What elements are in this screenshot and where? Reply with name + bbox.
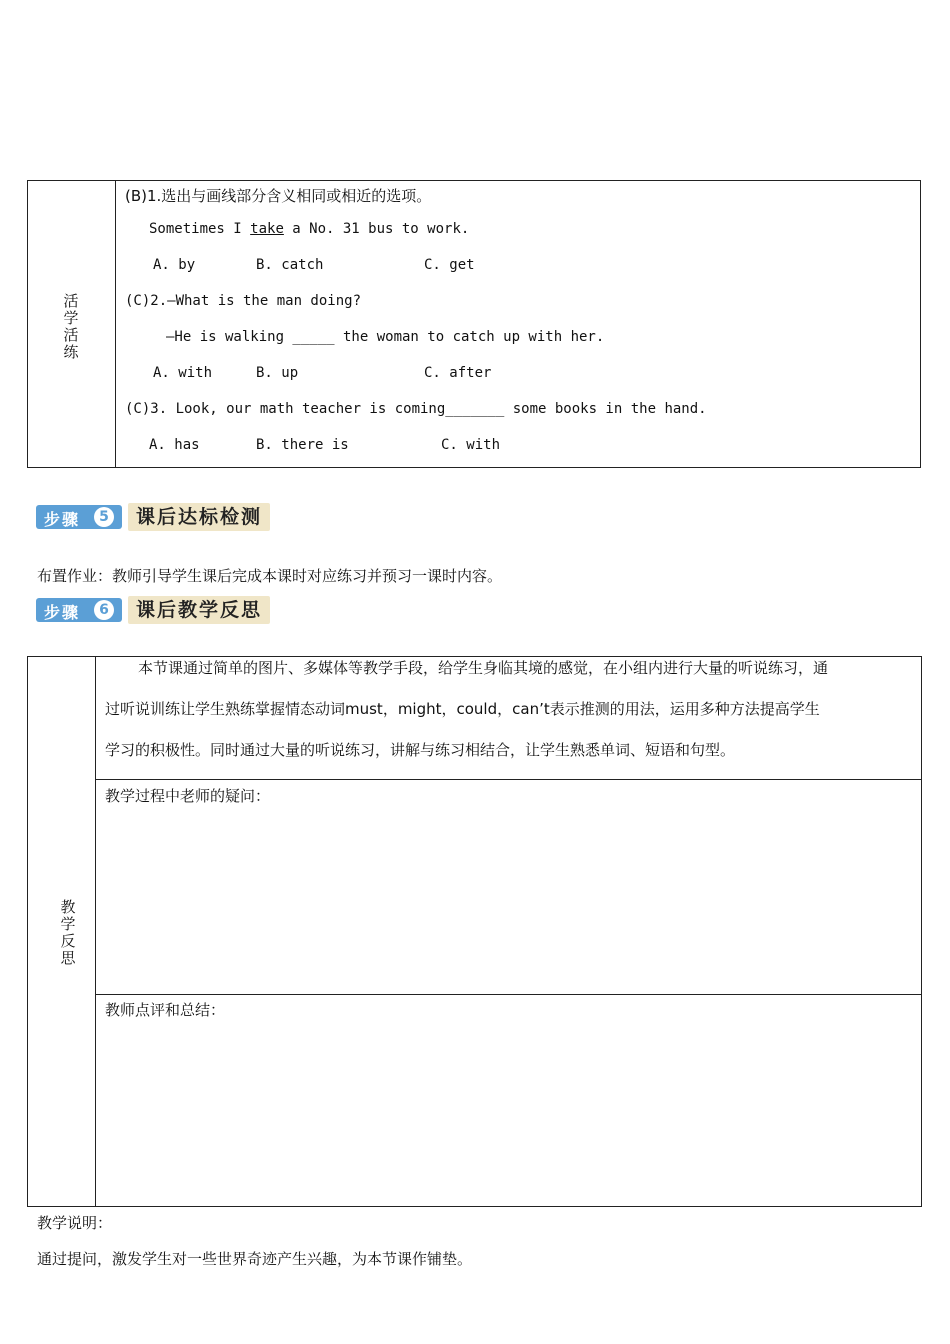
q2-option-b: B. up [256,365,299,381]
step5-label: 步骤 [44,510,81,529]
summary-line-1: 本节课通过简单的图片、多媒体等教学手段，给学生身临其境的感觉，在小组内进行大量的听说练习，通 [138,659,829,677]
step6-title: 课后教学反思 [128,596,270,624]
practice-table [27,180,921,468]
table-divider [115,181,116,467]
q1-option-c: C. get [424,257,475,273]
reflection-table [27,656,922,1207]
teacher-questions-label: 教学过程中老师的疑问： [105,787,271,805]
q2-option-a: A. with [153,365,213,381]
q2-option-c: C. after [424,365,492,381]
step5-number: 5 [94,507,114,527]
q2-reply: —He is walking _____ the woman to catch up with her. [166,329,605,345]
notes-text: 通过提问，激发学生对一些世界奇迹产生兴趣，为本节课作铺垫。 [37,1250,473,1268]
step6-badge [36,598,122,622]
step6-number: 6 [94,600,114,620]
step6-label: 步骤 [44,603,81,622]
q3-option-c: C. with [441,437,501,453]
q3-option-b: B. there is [256,437,349,453]
summary-line-3: 学习的积极性。同时通过大量的听说练习，讲解与练习相结合，让学生熟悉单词、短语和句型。 [105,741,736,759]
reflection-summary [105,648,915,771]
practice-label: 活学活练 [63,292,79,361]
step5-badge [36,505,122,529]
q1-option-b: B. catch [256,257,324,273]
step6-header [36,596,276,622]
q1-sentence-pre: Sometimes I [149,221,251,237]
q1-sentence [149,221,469,237]
summary-line-2: 过听说训练让学生熟练掌握情态动词must，might，could，can’t表示推测的用法，运用多种方法提高学生 [105,700,820,718]
q1-stem: (B)1.选出与画线部分含义相同或相近的选项。 [125,187,432,205]
notes-heading: 教学说明： [37,1214,113,1232]
q1-sentence-post: a No. 31 bus to work. [283,221,470,237]
step5-title: 课后达标检测 [128,503,270,531]
reflection-label: 教学反思 [60,898,76,967]
q1-option-a: A. by [153,257,196,273]
step5-text: 布置作业：教师引导学生课后完成本课时对应练习并预习一课时内容。 [37,567,503,585]
row-divider [95,779,922,780]
step5-header [36,503,276,529]
q1-underlined-word: take [250,221,284,237]
table-divider [95,657,96,1206]
q3-stem: (C)3. Look, our math teacher is coming_______ some books in the hand. [125,401,707,417]
q2-stem: (C)2.—What is the man doing? [125,293,362,309]
row-divider [95,994,922,995]
teacher-comments-label: 教师点评和总结： [105,1001,226,1019]
q3-option-a: A. has [149,437,200,453]
